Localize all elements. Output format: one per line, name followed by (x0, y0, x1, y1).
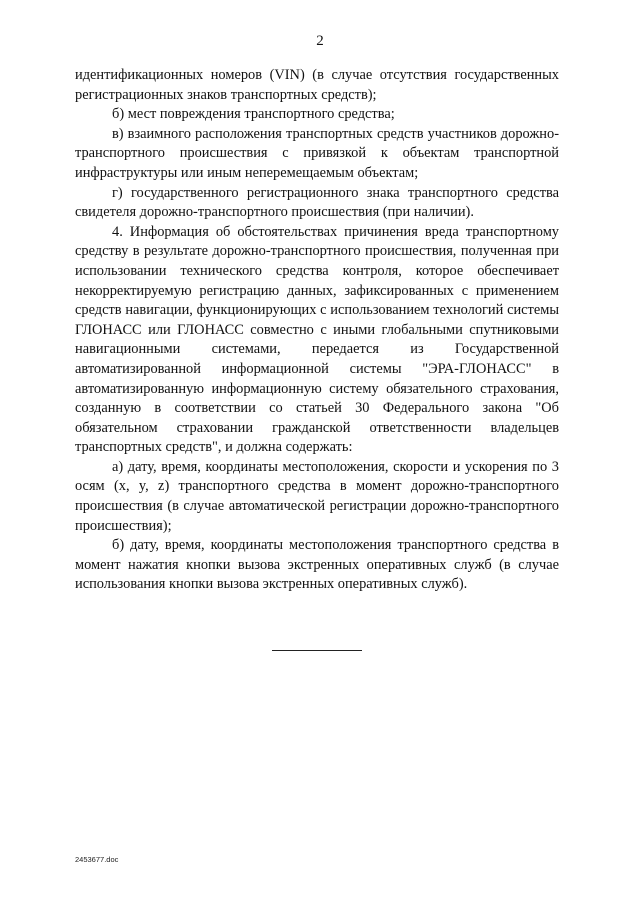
page-number: 2 (316, 33, 324, 49)
document-code: 2453677.doc (75, 855, 119, 864)
paragraph-item-g-witness-plate: г) государственного регистрационного знака транспортного средства свидетеля дорожно-транспортного происшествия (при наличии). (75, 184, 559, 221)
paragraph-item-b-emergency-button: б) дату, время, координаты местоположения транспортного средства в момент нажатия кнопки вызова экстренных оперативных служб (в случае использования кнопки вызова экстренных оперативных служб). (75, 537, 559, 593)
paragraph-item-b-damage: б) мест повреждения транспортного средства; (112, 106, 395, 123)
paragraph-item-a-crash-data: а) дату, время, координаты местоположения, скорости и ускорения по 3 осям (x, y, z) транспортного средства в момент дорожно-транспортного происшествия (в случае автоматической регистрации дорожно-транспортного происшествия); (75, 458, 559, 534)
end-of-text-divider (272, 650, 362, 651)
paragraph-section-4: 4. Информация об обстоятельствах причинения вреда транспортному средству в результате дорожно-транспортного происшествия, полученная при использовании технического средства контроля, которое обеспечивает некорректируемую регистрацию данных, зафиксированных с применением средств навигации, функционирующих с использованием технологий системы ГЛОНАСС или ГЛОНАСС совместно с иными глобальными спутниковыми навигационными системами, передается из Государственной автоматизированной информационной системы "ЭРА-ГЛОНАСС" в автоматизированную информационную систему обязательного страхования, созданную в соответствии со статьей 30 Федерального закона "Об обязательном страховании гражданской ответственности владельцев транспортных средств", и должна содержать: (75, 223, 559, 456)
paragraph-item-v-position: в) взаимного расположения транспортных средств участников дорожно-транспортного происшествия с привязкой к объектам транспортной инфраструктуры или иным неперемещаемым объектам; (75, 125, 559, 181)
paragraph-vin-continuation: идентификационных номеров (VIN) (в случае отсутствия государственных регистрационных знаков транспортных средств); (75, 67, 559, 103)
document-body (75, 66, 559, 595)
